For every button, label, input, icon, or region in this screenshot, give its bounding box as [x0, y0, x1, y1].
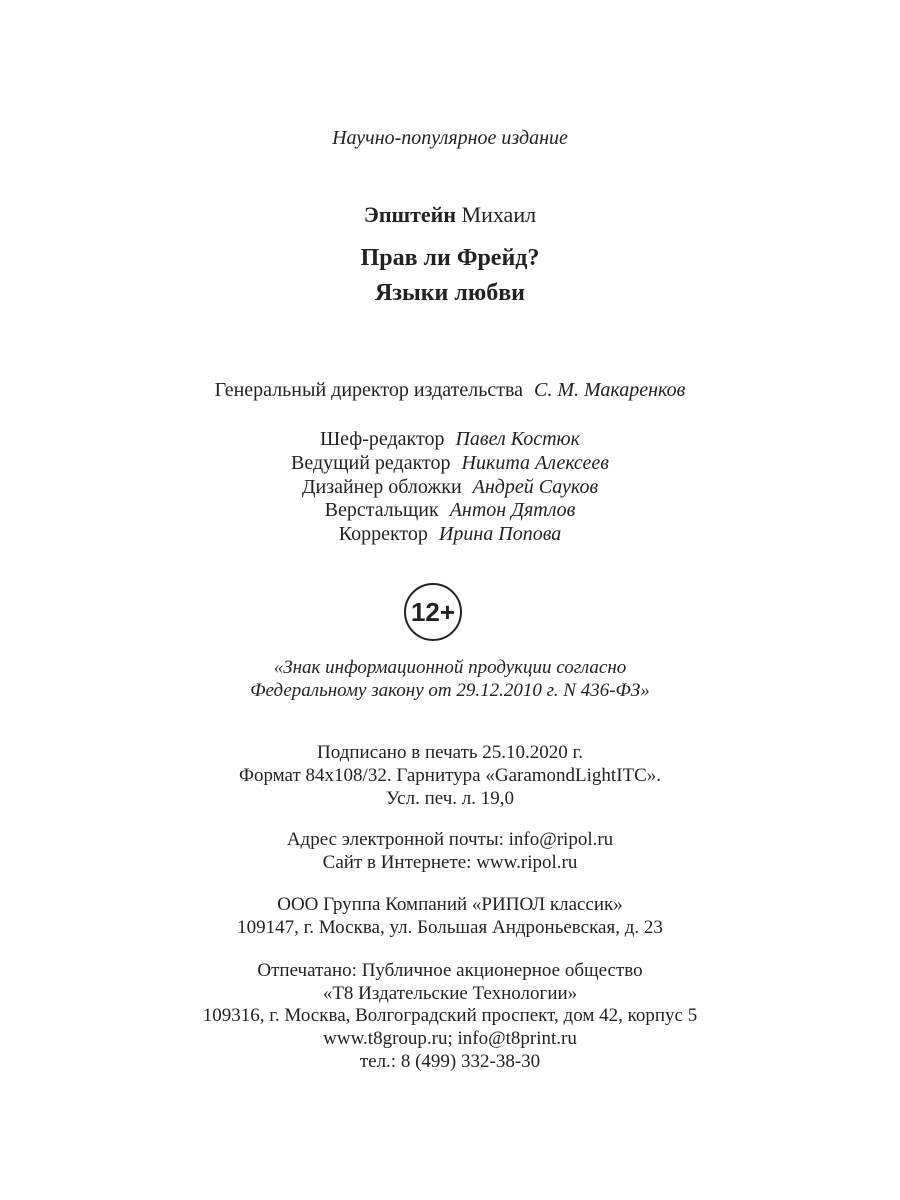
- age-note-line-2: Федеральному закону от 29.12.2010 г. N 436-ФЗ»: [250, 680, 650, 701]
- credit-role: Дизайнер обложки: [301, 476, 462, 498]
- credit-person: Никита Алексеев: [461, 452, 609, 474]
- credit-line: [0, 498, 900, 522]
- signed-to-print: Подписано в печать 25.10.2020 г.: [317, 742, 583, 763]
- book-title-line-2: Языки любви: [375, 280, 525, 306]
- credit-person: Павел Костюк: [455, 428, 581, 450]
- credit-line: [0, 451, 900, 475]
- printer-web: www.t8group.ru; info@t8print.ru: [323, 1028, 577, 1049]
- printer-phone: тел.: 8 (499) 332-38-30: [359, 1051, 541, 1072]
- credit-line: [0, 427, 900, 451]
- credit-role: Корректор: [338, 523, 428, 545]
- credit-role: Верстальщик: [324, 499, 439, 521]
- book-title-line-1: Прав ли Фрейд?: [360, 245, 540, 271]
- print-format: Формат 84х108/32. Гарнитура «GaramondLightITC».: [238, 765, 662, 786]
- credit-role: Шеф-редактор: [319, 428, 445, 450]
- credit-line: [0, 522, 900, 546]
- author-line: [0, 203, 900, 227]
- credit-role: Ведущий редактор: [291, 452, 451, 474]
- print-sheets: Усл. печ. л. 19,0: [386, 788, 514, 809]
- contact-site: Сайт в Интернете: www.ripol.ru: [322, 852, 578, 873]
- director-role: Генеральный директор издательства: [214, 379, 524, 401]
- age-rating-badge: 12+: [404, 583, 462, 641]
- printer-line-2: «Т8 Издательские Технологии»: [322, 983, 578, 1004]
- credit-person: Ирина Попова: [438, 523, 562, 545]
- credit-person: Антон Дятлов: [449, 499, 576, 521]
- publisher-name: ООО Группа Компаний «РИПОЛ классик»: [277, 894, 623, 915]
- director-credit: [0, 378, 900, 402]
- edition-type: Научно-популярное издание: [332, 127, 568, 149]
- age-note-line-1: «Знак информационной продукции согласно: [273, 657, 627, 678]
- author-name: Михаил: [461, 202, 537, 227]
- director-person: С. М. Макаренков: [534, 379, 686, 401]
- credit-line: [0, 475, 900, 499]
- printer-address: 109316, г. Москва, Волгоградский проспект, дом 42, корпус 5: [202, 1005, 698, 1026]
- credit-person: Андрей Сауков: [472, 476, 599, 498]
- contact-email: Адрес электронной почты: info@ripol.ru: [286, 829, 614, 850]
- author-surname: Эпштейн: [363, 202, 457, 227]
- printer-line-1: Отпечатано: Публичное акционерное общество: [257, 960, 643, 981]
- publisher-address: 109147, г. Москва, ул. Большая Андроньевская, д. 23: [237, 917, 663, 938]
